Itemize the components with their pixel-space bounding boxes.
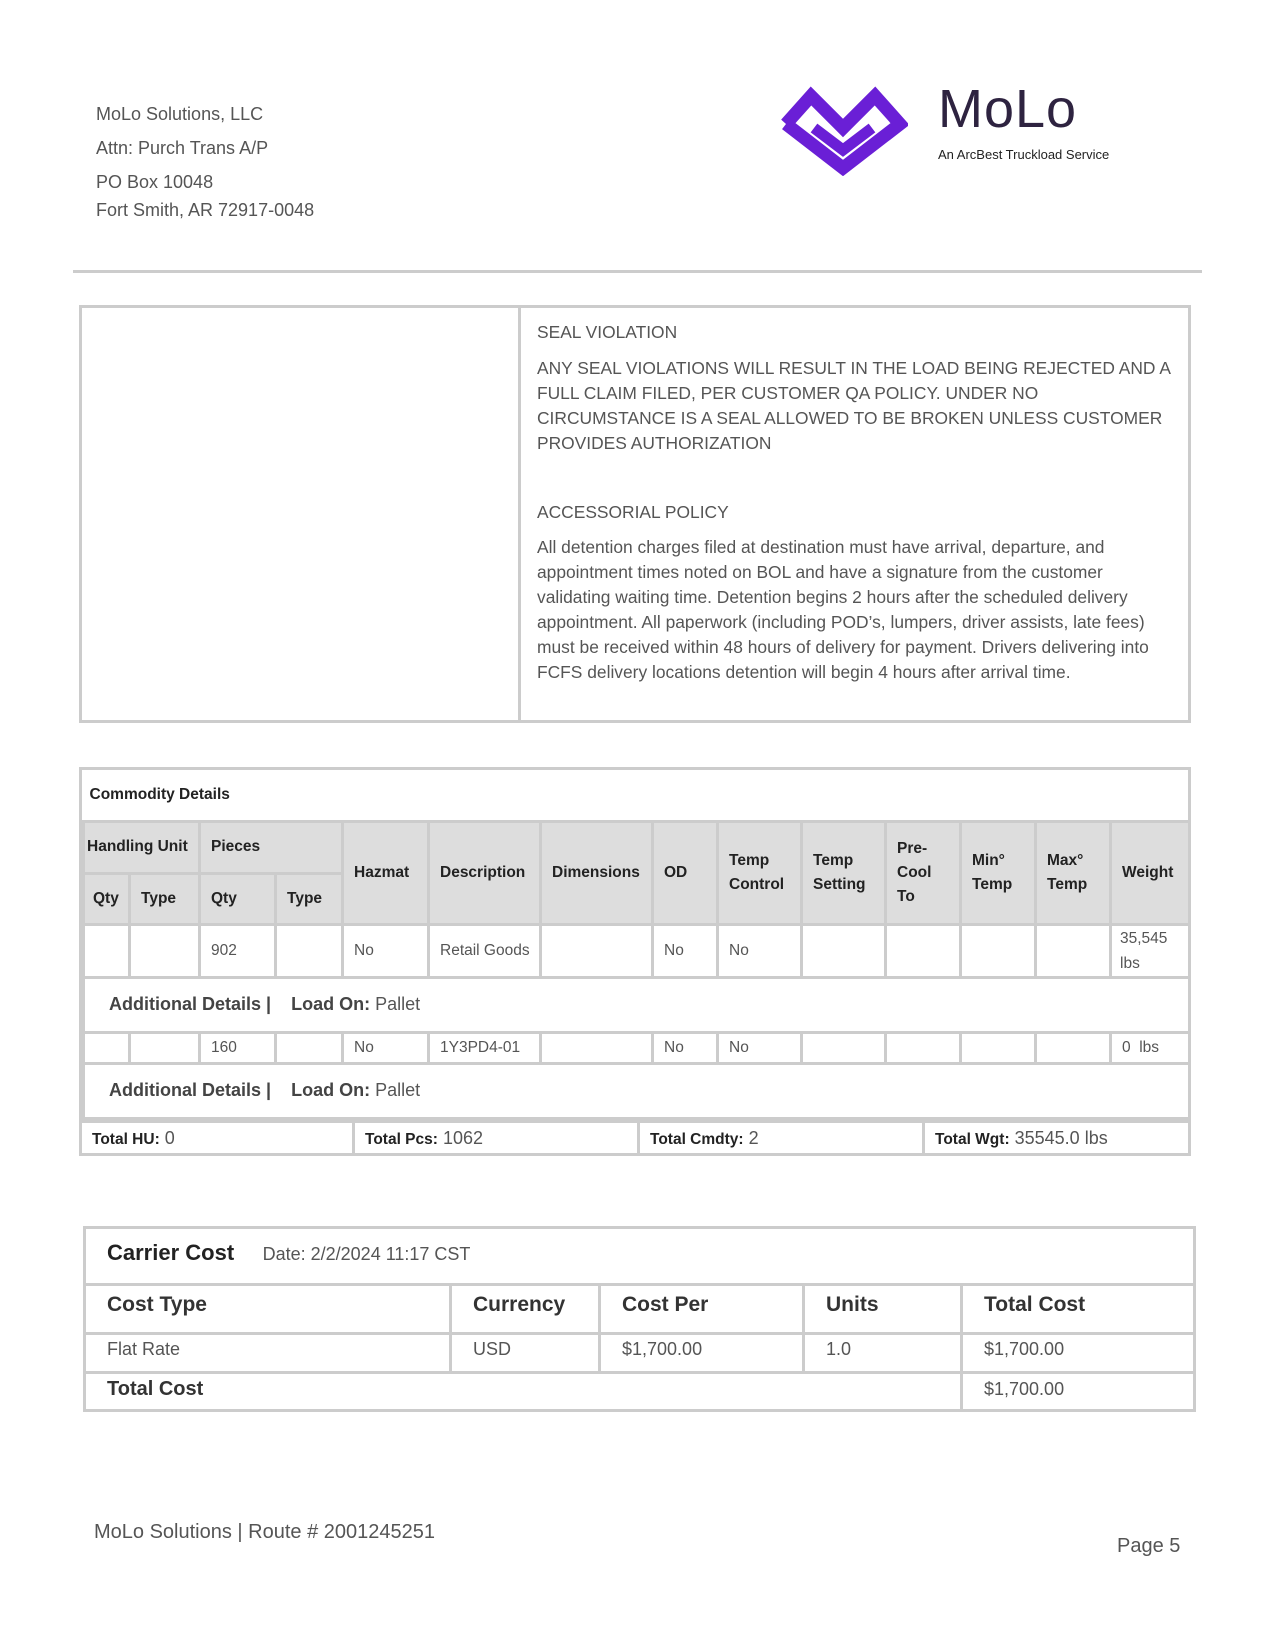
total-wgt — [922, 1123, 1188, 1156]
total-cmdty-value: 2 — [748, 1128, 759, 1148]
col-pcs-qty: Qty — [200, 873, 276, 924]
carrier-cost-columns — [86, 1283, 1193, 1335]
carrier-cost-row — [86, 1332, 1193, 1374]
footer-route: MoLo Solutions | Route # 2001245251 — [94, 1521, 436, 1543]
cell-pre-cool — [886, 1032, 961, 1063]
load-on-value: Pallet — [375, 1080, 421, 1100]
cell-hu-qty — [84, 924, 130, 977]
cell-dimensions — [541, 1032, 653, 1063]
cell-cost-per: $1,700.00 — [598, 1332, 802, 1371]
cell-pcs-qty: 902 — [200, 924, 276, 977]
total-hu-value: 0 — [164, 1128, 175, 1148]
seal-violation-text: ANY SEAL VIOLATIONS WILL RESULT IN THE LOAD BEING REJECTED AND A FULL CLAIM FILED, PER CUSTOMER QA POLICY. UNDER NO CIRCUMSTANCE IS A SEAL ALLOWED TO BE BROKEN UNLESS CUSTOMER PROVIDES AUTHORIZATION — [537, 358, 1171, 453]
commodity-table — [82, 770, 1191, 1120]
total-pcs — [352, 1123, 637, 1156]
seal-violation-title: SEAL VIOLATION — [537, 322, 678, 342]
cell-description: 1Y3PD4-01 — [429, 1032, 541, 1063]
col-pre-cool-to: Pre- Cool To — [886, 821, 961, 924]
carrier-cost-title: Carrier Cost — [107, 1240, 235, 1265]
cell-weight: 0 lbs — [1111, 1032, 1190, 1063]
col-description: Description — [429, 821, 541, 924]
logo-wordmark: MoLo — [938, 79, 1078, 139]
cell-od: No — [653, 1032, 718, 1063]
col-handling-unit: Handling Unit — [84, 821, 200, 873]
cell-currency: USD — [449, 1332, 598, 1371]
cell-min-temp — [961, 924, 1036, 977]
cell-weight: 35,545 lbs — [1111, 924, 1190, 977]
col-hu-type: Type — [130, 873, 200, 924]
additional-details-label: Additional Details | — [109, 1080, 272, 1100]
total-hu — [82, 1123, 352, 1156]
address-line: PO Box 10048 — [96, 172, 214, 192]
cell-cost-type: Flat Rate — [107, 1339, 181, 1359]
cell-hazmat: No — [343, 924, 429, 977]
commodity-title: Commodity Details — [84, 770, 1190, 821]
col-max-temp: Max° Temp — [1036, 821, 1111, 924]
cell-description: Retail Goods — [429, 924, 541, 977]
accessorial-policy-title: ACCESSORIAL POLICY — [537, 502, 729, 522]
total-cmdty — [637, 1123, 922, 1156]
col-temp-control: Temp Control — [718, 821, 802, 924]
load-on-value: Pallet — [375, 994, 421, 1014]
logo-tagline: An ArcBest Truckload Service — [938, 147, 1110, 162]
accessorial-policy-text: All detention charges filed at destination must have arrival, departure, and appointment times noted on BOL and have a signature from the customer validating waiting time. Detention begins 2 hours after the scheduled delivery appointment. All paperwork (including POD’s, lumpers, driver assists, late fees) must be received within 48 hours of delivery for payment. Drivers delivering into FCFS delivery locations detention will begin 4 hours after arrival time. — [537, 537, 1149, 682]
cell-pcs-qty: 160 — [200, 1032, 276, 1063]
col-currency: Currency — [449, 1283, 598, 1332]
cell-total-cost: $1,700.00 — [960, 1332, 1193, 1371]
col-dimensions: Dimensions — [541, 821, 653, 924]
additional-details — [84, 1063, 1190, 1118]
cell-pcs-type — [276, 1032, 343, 1063]
col-total-cost: Total Cost — [960, 1283, 1193, 1332]
col-cost-type: Cost Type — [107, 1293, 207, 1316]
additional-details-label: Additional Details | — [109, 994, 272, 1014]
cell-pre-cool — [886, 924, 961, 977]
cell-hu-type — [130, 924, 200, 977]
cell-od: No — [653, 924, 718, 977]
cell-temp-setting — [802, 924, 886, 977]
col-cost-per: Cost Per — [598, 1283, 802, 1332]
commodity-details — [79, 767, 1191, 1156]
cell-temp-setting — [802, 1032, 886, 1063]
col-pcs-type: Type — [276, 873, 343, 924]
total-pcs-value: 1062 — [442, 1128, 483, 1148]
total-cost-label: Total Cost — [107, 1378, 204, 1400]
address-line: Attn: Purch Trans A/P — [96, 138, 269, 158]
carrier-cost-date: Date: 2/2/2024 11:17 CST — [262, 1244, 471, 1264]
page-number: Page 5 — [1117, 1535, 1181, 1557]
cell-temp-control: No — [718, 924, 802, 977]
load-on-label: Load On: — [291, 1080, 371, 1100]
col-weight: Weight — [1111, 821, 1190, 924]
total-wgt-value: 35545.0 lbs — [1014, 1128, 1108, 1148]
cell-hu-qty — [84, 1032, 130, 1063]
cell-hu-type — [130, 1032, 200, 1063]
col-hu-qty: Qty — [84, 873, 130, 924]
table-row — [84, 924, 1190, 977]
load-on-label: Load On: — [291, 994, 371, 1014]
cell-max-temp — [1036, 924, 1111, 977]
cell-hazmat: No — [343, 1032, 429, 1063]
total-wgt-label: Total Wgt: — [935, 1131, 1010, 1148]
total-pcs-label: Total Pcs: — [365, 1131, 438, 1148]
cell-units: 1.0 — [802, 1332, 960, 1371]
policy-box — [79, 305, 1191, 723]
total-hu-label: Total HU: — [92, 1131, 160, 1148]
table-row — [84, 1032, 1190, 1063]
col-hazmat: Hazmat — [343, 821, 429, 924]
additional-details — [84, 977, 1190, 1032]
carrier-cost-header — [86, 1229, 1193, 1286]
cell-max-temp — [1036, 1032, 1111, 1063]
cell-dimensions — [541, 924, 653, 977]
carrier-cost — [83, 1226, 1196, 1412]
carrier-cost-heading — [86, 1229, 470, 1283]
cell-temp-control: No — [718, 1032, 802, 1063]
col-units: Units — [802, 1283, 960, 1332]
col-od: OD — [653, 821, 718, 924]
commodity-totals — [82, 1120, 1188, 1159]
address-line: Fort Smith, AR 72917-0048 — [96, 200, 315, 220]
cell-pcs-type — [276, 924, 343, 977]
col-pieces: Pieces — [200, 821, 343, 873]
molo-mark-icon — [778, 84, 908, 176]
total-cost-value: $1,700.00 — [960, 1371, 1193, 1409]
policy-divider — [518, 308, 521, 720]
molo-logo — [778, 79, 1158, 176]
total-cmdty-label: Total Cmdty: — [650, 1131, 744, 1148]
col-temp-setting: Temp Setting — [802, 821, 886, 924]
col-min-temp: Min° Temp — [961, 821, 1036, 924]
address-line: MoLo Solutions, LLC — [96, 104, 264, 124]
header-divider — [73, 270, 1202, 273]
cell-min-temp — [961, 1032, 1036, 1063]
carrier-cost-total — [86, 1371, 1193, 1409]
